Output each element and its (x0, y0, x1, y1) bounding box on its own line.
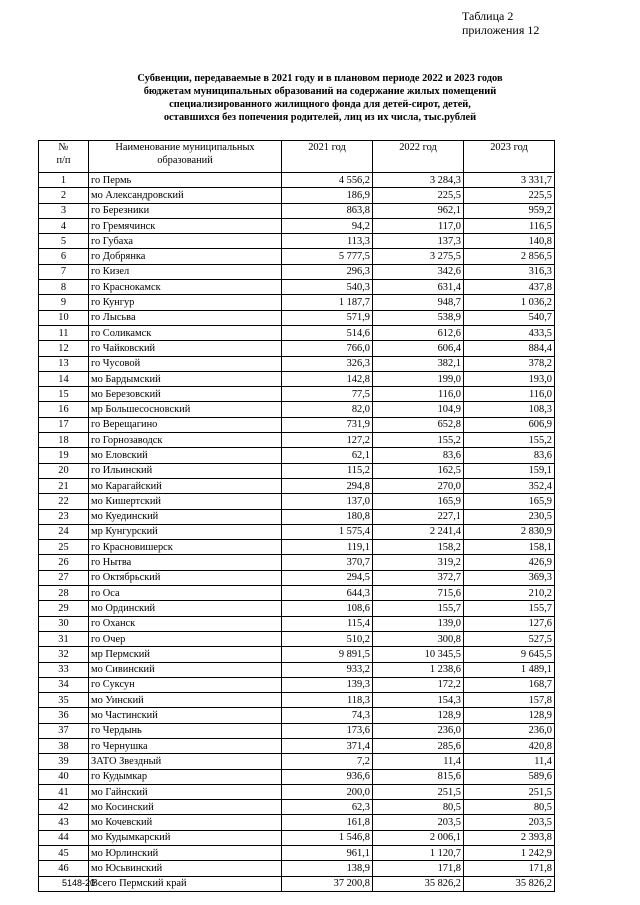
value-2023: 155,2 (464, 433, 555, 448)
value-2022: 372,7 (373, 570, 464, 585)
column-header-2023: 2023 год (464, 141, 555, 173)
table-row (39, 647, 555, 662)
value-2023: 210,2 (464, 586, 555, 601)
value-2023: 158,1 (464, 540, 555, 555)
value-2021: 82,0 (282, 402, 373, 417)
table-row (39, 463, 555, 478)
row-number: 39 (39, 754, 89, 769)
municipality-name: го Оса (89, 586, 282, 601)
row-number: 42 (39, 800, 89, 815)
value-2022: 382,1 (373, 356, 464, 371)
value-2022: 270,0 (373, 478, 464, 493)
municipality-name: мо Карагайский (89, 478, 282, 493)
value-2022: 612,6 (373, 325, 464, 340)
value-2022: 171,8 (373, 861, 464, 876)
value-2023: 171,8 (464, 861, 555, 876)
value-2021: 137,0 (282, 494, 373, 509)
value-2022: 80,5 (373, 800, 464, 815)
municipality-name: го Верещагино (89, 417, 282, 432)
table-row (39, 540, 555, 555)
value-2023: 1 036,2 (464, 295, 555, 310)
table-reference (462, 9, 539, 37)
value-2022: 2 241,4 (373, 524, 464, 539)
row-number: 15 (39, 387, 89, 402)
municipality-name: ЗАТО Звездный (89, 754, 282, 769)
municipality-name: мо Александровский (89, 188, 282, 203)
value-2021: 200,0 (282, 784, 373, 799)
table-row (39, 448, 555, 463)
municipality-name: мо Ординский (89, 601, 282, 616)
value-2021: 936,6 (282, 769, 373, 784)
value-2021: 115,4 (282, 616, 373, 631)
row-number: 33 (39, 662, 89, 677)
value-2022: 300,8 (373, 631, 464, 646)
municipality-name: мо Юсьвинский (89, 861, 282, 876)
row-number: 17 (39, 417, 89, 432)
table-row (39, 509, 555, 524)
municipality-name: го Чусовой (89, 356, 282, 371)
municipality-name: мо Сивинский (89, 662, 282, 677)
subsidies-table (38, 140, 555, 892)
table-row (39, 478, 555, 493)
row-number: 40 (39, 769, 89, 784)
title-line: специализированного жилищного фонда для детей-сирот, детей, (169, 99, 471, 110)
value-2021: 933,2 (282, 662, 373, 677)
value-2021: 180,8 (282, 509, 373, 524)
value-2022: 155,2 (373, 433, 464, 448)
row-number: 21 (39, 478, 89, 493)
municipality-name: мо Куединский (89, 509, 282, 524)
municipality-name: мо Кудымкарский (89, 830, 282, 845)
column-header-2022: 2022 год (373, 141, 464, 173)
value-2023: 251,5 (464, 784, 555, 799)
value-2021: 119,1 (282, 540, 373, 555)
row-number: 12 (39, 341, 89, 356)
value-2021: 9 891,5 (282, 647, 373, 662)
municipality-name: го Нытва (89, 555, 282, 570)
table-row (39, 234, 555, 249)
appendix-number: приложения 12 (462, 23, 540, 37)
row-number: 24 (39, 524, 89, 539)
value-2021: 5 777,5 (282, 249, 373, 264)
table-row (39, 203, 555, 218)
row-number: 19 (39, 448, 89, 463)
municipality-name: го Пермь (89, 173, 282, 188)
row-number: 1 (39, 173, 89, 188)
value-2022: 139,0 (373, 616, 464, 631)
table-total-row (39, 876, 555, 891)
municipality-name: го Красновишерск (89, 540, 282, 555)
value-2021: 540,3 (282, 280, 373, 295)
value-2023: 589,6 (464, 769, 555, 784)
value-2023: 203,5 (464, 815, 555, 830)
value-2022: 172,2 (373, 677, 464, 692)
value-2023: 884,4 (464, 341, 555, 356)
value-2021: 139,3 (282, 677, 373, 692)
row-number: 4 (39, 218, 89, 233)
row-number: 22 (39, 494, 89, 509)
value-2021: 138,9 (282, 861, 373, 876)
value-2022: 203,5 (373, 815, 464, 830)
table-row (39, 800, 555, 815)
value-2023: 83,6 (464, 448, 555, 463)
value-2022: 154,3 (373, 693, 464, 708)
table-row (39, 555, 555, 570)
value-2023: 168,7 (464, 677, 555, 692)
row-number: 10 (39, 310, 89, 325)
value-2021: 371,4 (282, 738, 373, 753)
municipality-name: го Очер (89, 631, 282, 646)
value-2021: 62,3 (282, 800, 373, 815)
municipality-name: го Ильинский (89, 463, 282, 478)
table-row (39, 524, 555, 539)
value-2022: 538,9 (373, 310, 464, 325)
municipality-name: мр Пермский (89, 647, 282, 662)
municipality-name: го Чернушка (89, 738, 282, 753)
table-row (39, 417, 555, 432)
value-2022: 158,2 (373, 540, 464, 555)
table-row (39, 356, 555, 371)
value-2023: 230,5 (464, 509, 555, 524)
value-2021: 74,3 (282, 708, 373, 723)
title-line: Субвенции, передаваемые в 2021 году и в плановом периоде 2022 и 2023 годов (137, 73, 503, 84)
municipality-name: мо Бардымский (89, 371, 282, 386)
value-2023: 155,7 (464, 601, 555, 616)
table-row (39, 723, 555, 738)
value-2021: 370,7 (282, 555, 373, 570)
municipality-name: го Добрянка (89, 249, 282, 264)
value-2022: 3 275,5 (373, 249, 464, 264)
value-2023: 352,4 (464, 478, 555, 493)
municipality-name: мо Косинский (89, 800, 282, 815)
value-2022: 116,0 (373, 387, 464, 402)
municipality-name: мо Юрлинский (89, 846, 282, 861)
municipality-name: го Гремячинск (89, 218, 282, 233)
value-2022: 227,1 (373, 509, 464, 524)
row-number: 41 (39, 784, 89, 799)
value-2022: 319,2 (373, 555, 464, 570)
column-header-number: № п/п (39, 141, 89, 173)
value-2023: 116,5 (464, 218, 555, 233)
value-2023: 116,0 (464, 387, 555, 402)
table-row (39, 188, 555, 203)
municipality-name: го Краснокамск (89, 280, 282, 295)
value-2022: 606,4 (373, 341, 464, 356)
value-2023: 540,7 (464, 310, 555, 325)
value-2021: 173,6 (282, 723, 373, 738)
document-title (70, 72, 570, 124)
row-number: 16 (39, 402, 89, 417)
row-number: 26 (39, 555, 89, 570)
value-2023: 80,5 (464, 800, 555, 815)
value-2022: 10 345,5 (373, 647, 464, 662)
value-2023: 159,1 (464, 463, 555, 478)
value-2021: 326,3 (282, 356, 373, 371)
value-2022: 815,6 (373, 769, 464, 784)
value-2021: 294,5 (282, 570, 373, 585)
row-number: 45 (39, 846, 89, 861)
municipality-name: го Чердынь (89, 723, 282, 738)
row-number: 7 (39, 264, 89, 279)
value-2021: 731,9 (282, 417, 373, 432)
value-2021: 94,2 (282, 218, 373, 233)
table-row (39, 249, 555, 264)
municipality-name: го Оханск (89, 616, 282, 631)
value-2023: 426,9 (464, 555, 555, 570)
row-number: 38 (39, 738, 89, 753)
value-2021: 186,9 (282, 188, 373, 203)
table-row (39, 861, 555, 876)
table-row (39, 325, 555, 340)
value-2021: 161,8 (282, 815, 373, 830)
value-2022: 2 006,1 (373, 830, 464, 845)
row-number: 8 (39, 280, 89, 295)
value-2021: 766,0 (282, 341, 373, 356)
row-number: 3 (39, 203, 89, 218)
value-2023: 9 645,5 (464, 647, 555, 662)
value-2022: 1 120,7 (373, 846, 464, 861)
value-2023: 420,8 (464, 738, 555, 753)
value-2021: 142,8 (282, 371, 373, 386)
municipality-name: мр Кунгурский (89, 524, 282, 539)
value-2022: 3 284,3 (373, 173, 464, 188)
title-line: оставшихся без попечения родителей, лиц из их числа, тыс.рублей (163, 112, 477, 123)
column-header-name: Наименование муниципальных образований (89, 141, 282, 173)
table-row (39, 769, 555, 784)
row-number: 37 (39, 723, 89, 738)
row-number: 20 (39, 463, 89, 478)
value-2023: 165,9 (464, 494, 555, 509)
municipality-name: мо Уинский (89, 693, 282, 708)
row-number: 46 (39, 861, 89, 876)
row-number: 28 (39, 586, 89, 601)
municipality-name: мо Березовский (89, 387, 282, 402)
table-number: Таблица 2 (462, 9, 514, 23)
value-2021: 118,3 (282, 693, 373, 708)
value-2022: 285,6 (373, 738, 464, 753)
table-body (39, 173, 555, 892)
value-2021: 571,9 (282, 310, 373, 325)
value-2023: 369,3 (464, 570, 555, 585)
value-2022: 251,5 (373, 784, 464, 799)
municipality-name: го Кудымкар (89, 769, 282, 784)
table-header-row (39, 141, 555, 173)
row-number: 35 (39, 693, 89, 708)
value-2021: 127,2 (282, 433, 373, 448)
table-row (39, 280, 555, 295)
value-2023: 2 830,9 (464, 524, 555, 539)
municipality-name: го Горнозаводск (89, 433, 282, 448)
value-2022: 104,9 (373, 402, 464, 417)
table-row (39, 830, 555, 845)
row-number: 32 (39, 647, 89, 662)
row-number: 6 (39, 249, 89, 264)
value-2023: 193,0 (464, 371, 555, 386)
table-row (39, 631, 555, 646)
row-number: 23 (39, 509, 89, 524)
table-row (39, 846, 555, 861)
value-2021: 961,1 (282, 846, 373, 861)
value-2022: 715,6 (373, 586, 464, 601)
value-2022: 128,9 (373, 708, 464, 723)
value-2023: 316,3 (464, 264, 555, 279)
table-row (39, 218, 555, 233)
value-2023: 11,4 (464, 754, 555, 769)
row-number: 2 (39, 188, 89, 203)
table-row (39, 295, 555, 310)
value-2022: 236,0 (373, 723, 464, 738)
value-2021: 108,6 (282, 601, 373, 616)
value-2023: 128,9 (464, 708, 555, 723)
value-2022: 225,5 (373, 188, 464, 203)
value-2023: 1 489,1 (464, 662, 555, 677)
value-2022: 631,4 (373, 280, 464, 295)
document-code: 5148-20 (62, 878, 96, 888)
table-row (39, 784, 555, 799)
municipality-name: мо Гайнский (89, 784, 282, 799)
value-2023: 1 242,9 (464, 846, 555, 861)
row-number: 27 (39, 570, 89, 585)
value-2021: 115,2 (282, 463, 373, 478)
row-number: 11 (39, 325, 89, 340)
table-row (39, 616, 555, 631)
row-number: 18 (39, 433, 89, 448)
row-number: 30 (39, 616, 89, 631)
row-number: 44 (39, 830, 89, 845)
value-2021: 644,3 (282, 586, 373, 601)
municipality-name: мо Кишертский (89, 494, 282, 509)
value-2021: 62,1 (282, 448, 373, 463)
table-row (39, 494, 555, 509)
value-2023: 437,8 (464, 280, 555, 295)
value-2023: 527,5 (464, 631, 555, 646)
value-2021: 113,3 (282, 234, 373, 249)
value-2023: 127,6 (464, 616, 555, 631)
table-row (39, 264, 555, 279)
value-2022: 162,5 (373, 463, 464, 478)
value-2022: 1 238,6 (373, 662, 464, 677)
value-2023: 157,8 (464, 693, 555, 708)
value-2023: 3 331,7 (464, 173, 555, 188)
table-row (39, 738, 555, 753)
value-2023: 140,8 (464, 234, 555, 249)
table-row (39, 677, 555, 692)
table-row (39, 601, 555, 616)
value-2022: 11,4 (373, 754, 464, 769)
table-row (39, 173, 555, 188)
table-row (39, 586, 555, 601)
table-row (39, 708, 555, 723)
row-number: 43 (39, 815, 89, 830)
table-row (39, 815, 555, 830)
table-row (39, 662, 555, 677)
municipality-name: го Губаха (89, 234, 282, 249)
row-number: 5 (39, 234, 89, 249)
value-2022: 165,9 (373, 494, 464, 509)
title-line: бюджетам муниципальных образований на содержание жилых помещений (143, 86, 497, 97)
value-2023: 378,2 (464, 356, 555, 371)
value-2023: 236,0 (464, 723, 555, 738)
value-2022: 137,3 (373, 234, 464, 249)
value-2023: 225,5 (464, 188, 555, 203)
municipality-name: мр Большесосновский (89, 402, 282, 417)
value-2021: 1 546,8 (282, 830, 373, 845)
row-number: 14 (39, 371, 89, 386)
value-2021: 510,2 (282, 631, 373, 646)
table-row (39, 371, 555, 386)
value-2021: 863,8 (282, 203, 373, 218)
table-row (39, 754, 555, 769)
value-2023: 2 856,5 (464, 249, 555, 264)
value-2021: 77,5 (282, 387, 373, 402)
value-2021: 514,6 (282, 325, 373, 340)
municipality-name: го Кизел (89, 264, 282, 279)
value-2023: 108,3 (464, 402, 555, 417)
municipality-name: го Лысьва (89, 310, 282, 325)
table-row (39, 310, 555, 325)
value-2022: 962,1 (373, 203, 464, 218)
value-2022: 342,6 (373, 264, 464, 279)
value-2021: 294,8 (282, 478, 373, 493)
row-number: 29 (39, 601, 89, 616)
column-header-2021: 2021 год (282, 141, 373, 173)
total-value-2022: 35 826,2 (373, 876, 464, 891)
municipality-name: го Суксун (89, 677, 282, 692)
table-row (39, 341, 555, 356)
table-row (39, 693, 555, 708)
value-2023: 959,2 (464, 203, 555, 218)
row-number: 34 (39, 677, 89, 692)
row-number: 25 (39, 540, 89, 555)
table-row (39, 387, 555, 402)
value-2023: 2 393,8 (464, 830, 555, 845)
row-number: 31 (39, 631, 89, 646)
municipality-name: мо Еловский (89, 448, 282, 463)
value-2022: 199,0 (373, 371, 464, 386)
value-2021: 1 575,4 (282, 524, 373, 539)
table-row (39, 402, 555, 417)
value-2023: 606,9 (464, 417, 555, 432)
value-2021: 296,3 (282, 264, 373, 279)
value-2022: 83,6 (373, 448, 464, 463)
municipality-name: го Соликамск (89, 325, 282, 340)
value-2021: 4 556,2 (282, 173, 373, 188)
row-number: 9 (39, 295, 89, 310)
municipality-name: мо Частинский (89, 708, 282, 723)
municipality-name: го Кунгур (89, 295, 282, 310)
value-2022: 155,7 (373, 601, 464, 616)
value-2021: 1 187,7 (282, 295, 373, 310)
value-2022: 948,7 (373, 295, 464, 310)
table-row (39, 570, 555, 585)
table-row (39, 433, 555, 448)
total-value-2021: 37 200,8 (282, 876, 373, 891)
municipality-name: го Чайковский (89, 341, 282, 356)
municipality-name: го Октябрьский (89, 570, 282, 585)
total-value-2023: 35 826,2 (464, 876, 555, 891)
value-2022: 117,0 (373, 218, 464, 233)
municipality-name: мо Кочевский (89, 815, 282, 830)
total-label: Всего Пермский край (89, 876, 282, 891)
value-2022: 652,8 (373, 417, 464, 432)
value-2023: 433,5 (464, 325, 555, 340)
municipality-name: го Березники (89, 203, 282, 218)
row-number: 36 (39, 708, 89, 723)
row-number: 13 (39, 356, 89, 371)
value-2021: 7,2 (282, 754, 373, 769)
